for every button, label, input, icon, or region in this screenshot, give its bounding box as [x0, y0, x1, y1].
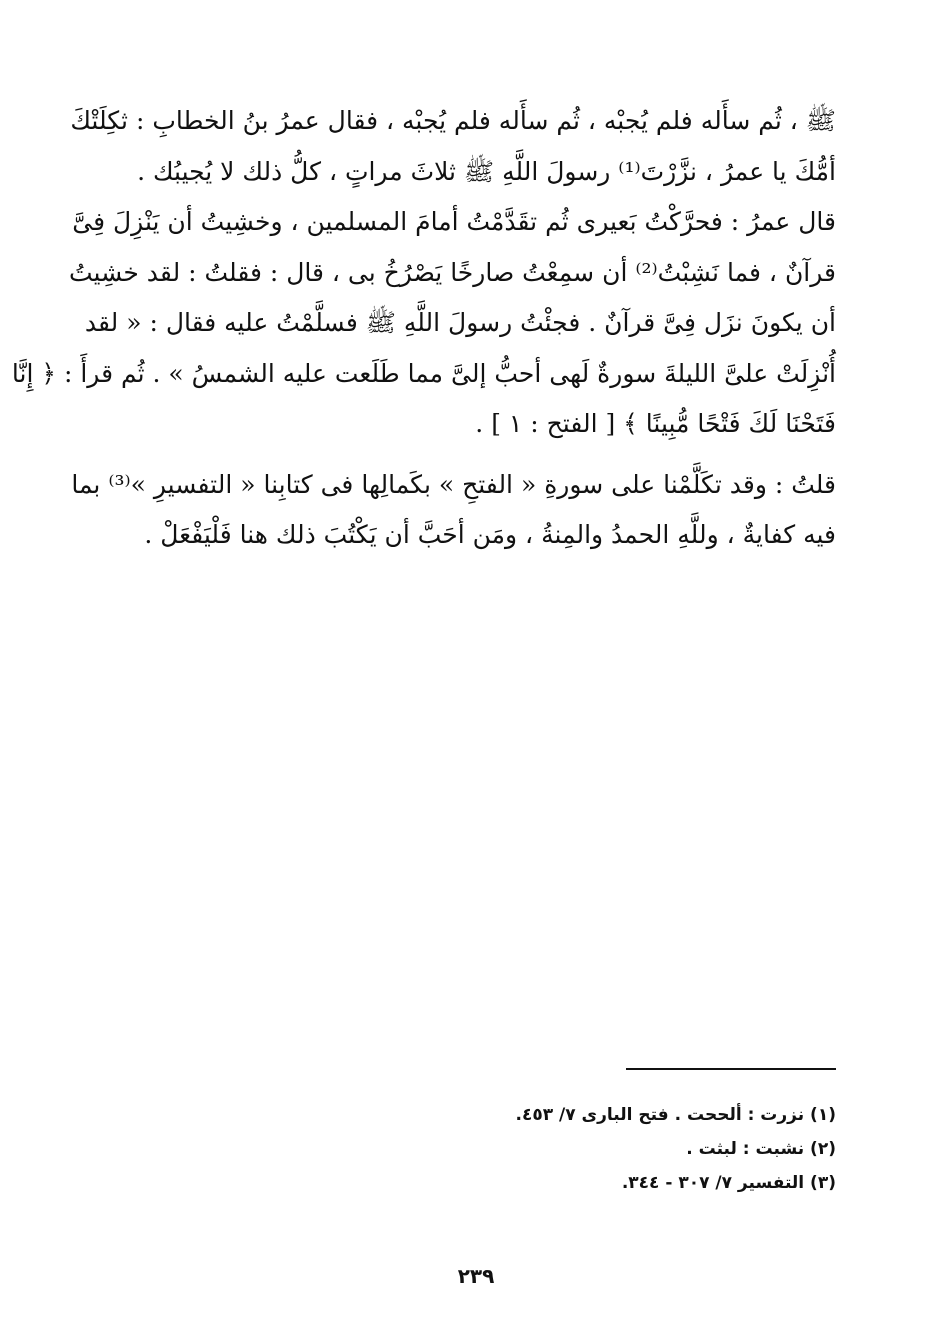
text-line: فَتَحْنَا لَكَ فَتْحًا مُّبِينًا ﴾ [ الفتح : ١ ] .: [475, 409, 836, 438]
footnote-3: (٣) التفسير ٧/ ٣٠٧ - ٣٤٤.: [621, 1173, 836, 1193]
text-line: قلتُ : وقد تكَلَّمْنا على سورةِ « الفتحِ » بكَمالِها فى كتابِنا « التفسيرِ »⁽³⁾ بما: [71, 469, 836, 499]
footnote-1: (١) نزرت : ألححت . فتح البارى ٧/ ٤٥٣.: [515, 1105, 836, 1125]
main-text: [11, 96, 836, 561]
footnotes: [420, 1098, 836, 1200]
text-line: ﷺ ، ثُم سأَله فلم يُجبْه ، ثُم سأَله فلم يُجبْه ، فقال عمرُ بنُ الخطابِ : ثكِلَتْكَ: [70, 106, 836, 135]
text-line: أُنْزِلَتْ علىَّ الليلةَ سورةٌ لَهى أحبُّ إلىَّ مما طَلَعت عليه الشمسُ » . ثُم قرأَ : ﴿ إِنَّا: [11, 358, 836, 388]
paragraph-1: [11, 96, 836, 450]
footnote-2: (٢) نشبت : لبثت .: [686, 1139, 836, 1159]
text-line: أمُّكَ يا عمرُ ، نزَّرْتَ⁽¹⁾ رسولَ اللَّهِ ﷺ ثلاثَ مراتٍ ، كلُّ ذلك لا يُجيبُك .: [137, 156, 836, 186]
text-line: أن يكونَ نزَل فِىَّ قرآنٌ . فجئْتُ رسولَ اللَّهِ ﷺ فسلَّمْتُ عليه فقال : « لقد: [84, 308, 836, 337]
text-line: فيه كفايةٌ ، وللَّهِ الحمدُ والمِنةُ ، ومَن أحَبَّ أن يَكْتُبَ ذلك هنا فَلْيَفْعَلْ .: [144, 520, 836, 549]
footnote-divider: [626, 1068, 836, 1070]
text-line: قرآنٌ ، فما نَشِبْتُ⁽²⁾ أن سمِعْتُ صارخًا يَصْرُخُ بى ، قال : فقلتُ : لقد خشِيتُ: [69, 257, 836, 287]
text-line: قال عمرُ : فحرَّكْتُ بَعيرى ثُم تقَدَّمْتُ أمامَ المسلمين ، وخشِيتُ أن يَنْزِلَ فِىَّ: [72, 207, 836, 236]
page-number: ٢٣٩: [457, 1264, 495, 1288]
paragraph-2: [71, 460, 836, 561]
